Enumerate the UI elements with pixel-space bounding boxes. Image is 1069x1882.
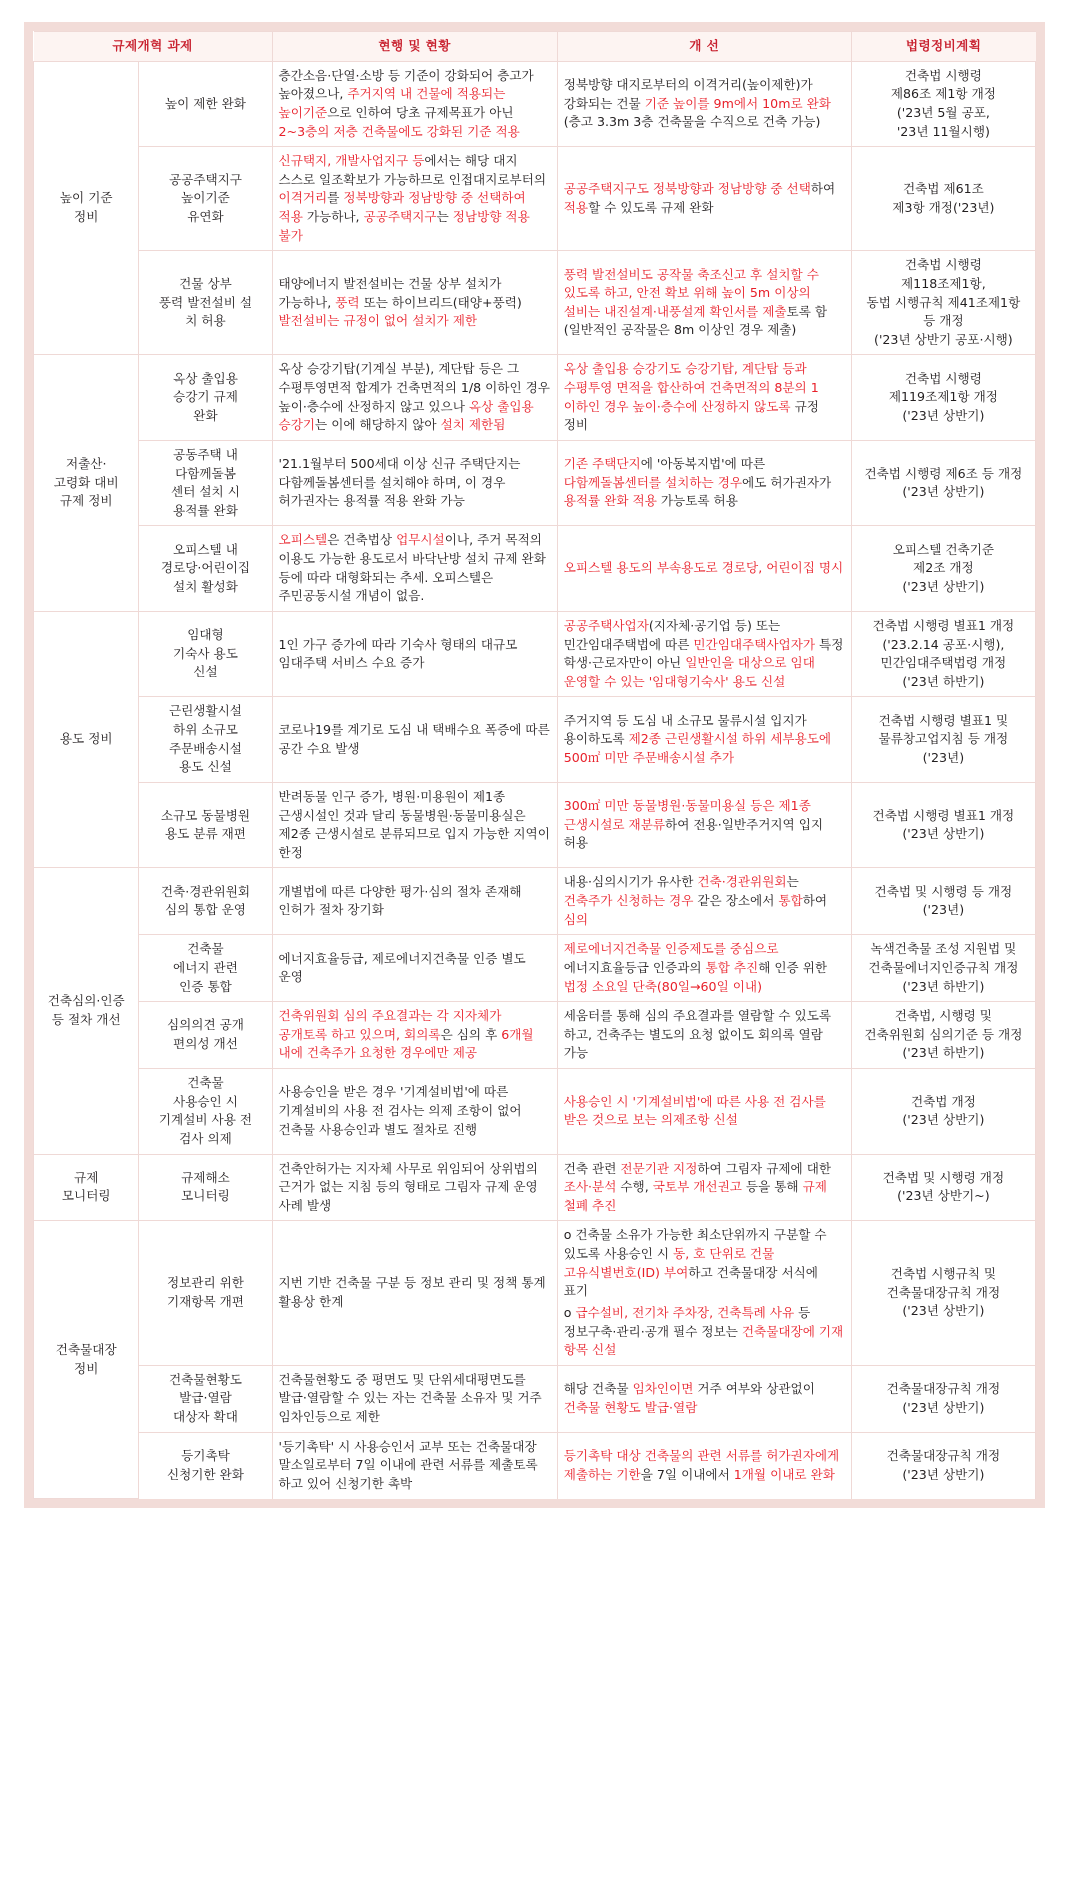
emphasis-text: 통합 [778,893,803,908]
cell-task-name: 근린생활시설 하위 소규모 주문배송시설 용도 신설 [139,697,272,783]
cell-improvement [557,355,851,441]
body-text: 지번 기반 건축물 구분 등 정보 관리 및 정책 통계 활용상 한계 [278,1275,546,1310]
body-text: 를 [327,190,344,206]
emphasis-text: 법정 소요일 단축 [563,978,657,994]
body-text: (지자체·공기업 등) 또는 민간임대주택법에 따른 [563,617,781,652]
body-text: 건축물현황도 중 평면도 및 단위세대평면도를 발급·열람할 수 있는 자는 건축물 소유자 및 거주 임차인등으로 제한 [278,1371,542,1424]
cell-group-name: 용도 정비 [34,611,139,868]
emphasis-text: 건축·경관위원회 [697,874,787,890]
cell-legislative-plan: 건축법 및 시행령 등 개정 ('23년) [851,868,1035,935]
body-text: 또는 하이브리드(태양+풍력) [359,294,522,310]
emphasis-text: 동, 호 단위로 건물 고유식별번호(ID) 부여 [563,1246,775,1280]
cell-improvement [557,1002,851,1069]
emphasis-text: 2~3층의 저층 건축물에도 강화된 기준 적용 [278,123,520,139]
body-text: 규정 정비 [563,398,819,433]
emphasis-text: 옥상 출입용 승강기도 승강기탑, 계단탑 등과 수평투영 면적을 합산하여 건축면적의 8분의 1 이하인 경우 높이·층수에 산정하지 않도록 [563,361,819,414]
body-text: 세움터를 통해 심의 주요결과를 열람 [563,1008,763,1024]
emphasis-text: 기준 높이를 9m에서 10m로 완화 [644,95,831,111]
table-row [34,782,1036,868]
body-text: 하여 그림자 규제에 대한 [697,1160,832,1176]
cell-legislative-plan: 건축법 시행령 제119조제1항 개정 ('23년 상반기) [851,355,1035,441]
emphasis-text: 국토부 개선권고 [652,1179,742,1195]
body-text: 사용승인을 받은 경우 '기계설비법'에 따른 기계설비의 사용 전 검사는 의제 조항이 없어 건축물 사용승인과 별도 절차로 진행 [278,1084,522,1137]
cell-legislative-plan: 건축법 시행령 별표1 및 물류창고업지침 등 개정 ('23년) [851,697,1035,783]
emphasis-text: 발전설비는 규정이 없어 설치가 제한 [278,313,478,329]
body-text: 에 '아동복지법'에 따른 [640,456,766,472]
emphasis-text: 심의 [563,911,589,927]
emphasis-text: 전문기관 지정 [620,1160,698,1176]
body-text: 건축 관련 [563,1160,621,1176]
body-text: 층간소음·단열·소방 등 기준이 강화되어 층고가 높아졌으나, [278,67,534,102]
body-text: '21.1월부터 500세대 이상 신규 주택단지는 다함께돌봄센터를 설치해야 하며, 이 경우 허가권자는 용적률 적용 완화 가능 [278,456,521,509]
table-row [34,61,1036,147]
cell-current-status [272,1154,557,1221]
cell-current-status [272,147,557,251]
cell-legislative-plan: 건축법 시행령 별표1 개정 ('23.2.14 공포·시행), 민간임대주택법령 개정 ('23년 하반기) [851,611,1035,697]
body-text: 특정 학생·근로자만이 아닌 [563,636,844,671]
cell-legislative-plan: 건축법 시행규칙 및 건축물대장규칙 개정 ('23년 상반기) [851,1221,1035,1365]
cell-legislative-plan: 오피스텔 건축기준 제2조 개정 ('23년 상반기) [851,526,1035,612]
body-text: 에서는 해당 대지 스스로 일조확보가 가능하므로 인접대지로부터의 [278,153,547,187]
emphasis-text: 급수설비, 전기차 주차장, 건축특례 사유 [575,1304,795,1320]
emphasis-text: 임차인이면 [632,1381,694,1397]
emphasis-text: 오피스텔 [278,532,328,548]
emphasis-text: 건축물대장에 기재 항목 신설 [563,1323,844,1358]
emphasis-text: 6개월 내에 건축주가 요청한 경우에만 제공 [278,1026,534,1061]
column-header-current: 현행 및 현황 [272,32,557,62]
cell-improvement [557,147,851,251]
improvement-bullet [564,1226,845,1301]
cell-current-status [272,1432,557,1498]
emphasis-text: 주거지역 내 건물에 적용되는 높이기준 [278,86,506,120]
cell-task-name: 공동주택 내 다함께돌봄 센터 설치 시 용적률 완화 [139,440,272,526]
body-text: (층고 3.3m 3층 건축물을 수직으로 건축 가능) [563,114,821,130]
cell-group-name: 높이 기준 정비 [34,61,139,355]
cell-legislative-plan: 건축법 및 시행령 개정 ('23년 상반기~) [851,1154,1035,1221]
body-text: 가능하나, [302,209,364,224]
cell-task-name: 옥상 출입용 승강기 규제 완화 [139,355,272,441]
cell-task-name: 등기촉탁 신청기한 완화 [139,1432,272,1498]
cell-improvement [557,935,851,1002]
cell-task-name: 건물 상부 풍력 발전설비 설 치 허용 [139,251,272,355]
cell-current-status [272,935,557,1002]
body-text: 하고 건축물대장 서식에 표기 [563,1264,818,1299]
emphasis-text: 사용승인 시 '기계설비법'에 따른 사용 전 검사를 받은 것으로 보는 의제조항 신설 [563,1093,826,1128]
body-text: 할 수 있도록 규제 완화 [588,199,714,215]
cell-task-name: 건축·경관위원회 심의 통합 운영 [139,868,272,935]
table-row [34,1221,1036,1365]
emphasis-text: 조사·분석 [563,1179,617,1195]
cell-improvement [557,440,851,526]
table-row [34,1002,1036,1069]
table-body [34,61,1036,1498]
cell-legislative-plan: 건축법 시행령 제118조제1항, 동법 시행규칙 제41조제1항 등 개정 ('23년 상반기 공포·시행) [851,251,1035,355]
emphasis-text: 정북방향과 정남방향 중 선택하여 적용 [278,190,526,224]
cell-legislative-plan: 건축법 시행령 제86조 제1항 개정 ('23년 5월 공포, '23년 11월시행) [851,61,1035,147]
body-text: o 건축물 소유가 가능한 최소단위까지 구분할 수 있도록 사용승인 시 [563,1227,827,1261]
cell-current-status [272,1002,557,1069]
cell-current-status [272,355,557,441]
emphasis-text: 건축물 현황도 발급·열람 [563,1399,698,1415]
cell-task-name: 공공주택지구 높이기준 유연화 [139,147,272,251]
cell-current-status [272,526,557,612]
body-text: 해 인증 위한 [758,959,828,975]
cell-legislative-plan: 건축법, 시행령 및 건축위원회 심의기준 등 개정 ('23년 하반기) [851,1002,1035,1069]
body-text: 반려동물 인구 증가, 병원·미용원이 제1종 근생시설인 것과 달리 동물병원·동물미용실은 제2종 근생시설로 분류되므로 입지 가능한 지역이 한정 [278,788,550,860]
cell-improvement [557,1365,851,1432]
body-text: 건축안허가는 지자체 사무로 위임되어 상위법의 근거가 없는 지침 등의 형태로 그림자 규제 운영 사례 발생 [278,1160,538,1213]
cell-task-name: 규제해소 모니터링 [139,1154,272,1221]
body-text: 하여 전용·일반주거지역 입지 허용 [563,816,824,851]
body-text: '등기촉탁' 시 사용승인서 교부 또는 건축물대장 말소일로부터 7일 이내에 관련 서류를 제출토록 하고 있어 신청기한 촉박 [278,1438,538,1491]
cell-legislative-plan: 건축법 개정 ('23년 상반기) [851,1069,1035,1155]
emphasis-text: 정남방향 적용 불가 [278,209,530,243]
body-text: 는 [436,209,453,224]
cell-improvement [557,868,851,935]
table-row [34,697,1036,783]
emphasis-text: 용적률 완화 적용 [563,493,657,509]
emphasis-text: 통합 추진 [705,959,759,975]
emphasis-text: 기존 주택단지 [563,456,641,472]
emphasis-text: 5m 이상의 설비는 내진설계·내풍설계 확인서를 제출 [563,285,811,319]
body-text: 하여 [810,181,836,197]
table-row [34,440,1036,526]
body-text: 같은 장소에서 [693,893,779,908]
cell-current-status [272,782,557,868]
body-text: 옥상 승강기탑(기계실 부분), 계단탑 등은 그 수평투영면적 합계가 건축면적의 1/8 이하인 경우 높이·층수에 산정하지 않고 있으나 [278,361,550,414]
body-text: 태양에너지 발전설비는 건물 상부 설치가 가능하나, [278,275,502,310]
emphasis-text: 회의록 [404,1026,441,1042]
body-text: 할 수 있도록 하고, 건축주는 별도의 요청 없이도 회의록 열람 가능 [563,1008,832,1061]
header-row [34,32,1036,62]
cell-task-name: 임대형 기숙사 용도 신설 [139,611,272,697]
cell-improvement [557,526,851,612]
cell-group-name: 건축물대장 정비 [34,1221,139,1499]
body-text: 는 이에 해당하지 않아 [315,417,441,433]
body-text: 에도 허가권자가 [742,474,832,490]
table-row [34,935,1036,1002]
table-row [34,147,1036,251]
cell-current-status [272,61,557,147]
emphasis-text: 오피스텔 용도의 부속용도로 경로당, 어린이집 명시 [563,560,844,576]
emphasis-text: 규제 철폐 추진 [563,1179,827,1213]
cell-current-status [272,440,557,526]
emphasis-text: 적용 [563,199,589,215]
body-text: 수행, [616,1179,653,1195]
table-row [34,868,1036,935]
emphasis-text: 업무시설 [396,532,445,548]
cell-improvement [557,611,851,697]
cell-current-status [272,1221,557,1365]
emphasis-text: 1개월 이내로 완화 [733,1466,835,1482]
emphasis-text: 민간임대주택사업자가 [693,636,816,652]
emphasis-text: 옥상 출입용 승강기 [278,398,534,433]
cell-current-status [272,1069,557,1155]
body-text: 정북방향 대지로부터의 이격거리(높이제한)가 강화되는 건물 [563,76,813,111]
cell-improvement [557,1154,851,1221]
body-text: 해당 건축물 [563,1381,633,1397]
cell-improvement [557,1432,851,1498]
body-text: 개별법에 따른 다양한 평가·심의 절차 존재해 인허가 절차 장기화 [278,883,522,918]
cell-improvement [557,61,851,147]
cell-task-name: 소규모 동물병원 용도 분류 재편 [139,782,272,868]
table-frame [24,22,1045,1508]
cell-improvement [557,1221,851,1365]
cell-current-status [272,1365,557,1432]
cell-current-status [272,611,557,697]
body-text: 는 [786,874,799,890]
cell-group-name: 저출산· 고령화 대비 규제 정비 [34,355,139,612]
emphasis-text: 제로에너지건축물 인증제도를 중심으로 [563,941,779,957]
body-text: 1인 가구 증가에 따라 기숙사 형태의 대규모 임대주택 서비스 수요 증가 [278,636,518,671]
cell-legislative-plan: 건축법 시행령 별표1 개정 ('23년 상반기) [851,782,1035,868]
cell-current-status [272,697,557,783]
emphasis-text: 풍력 발전설비도 공작물 축조신고 후 설치할 수 있도록 하고, 안전 확보 위해 높이 [563,266,819,301]
table-row [34,526,1036,612]
emphasis-text: 일반인을 대상으로 임대 운영할 수 있는 '임대형기숙사' 용도 신설 [563,655,815,689]
table-row [34,1432,1036,1498]
cell-task-name: 건축물현황도 발급·열람 대상자 확대 [139,1365,272,1432]
emphasis-text: 300㎡ 미만 동물병원·동물미용실 등은 제1종 근생시설로 재분류 [563,798,811,832]
regulatory-reform-table [33,31,1036,1499]
body-text: 거주 여부와 상관없이 [693,1381,815,1397]
emphasis-text: 공공주택지구도 정북방향과 정남방향 중 선택 [563,181,811,197]
body-text: 코로나19를 계기로 도심 내 택배수요 폭증에 따른 공간 수요 발생 [278,722,550,756]
body-text: 을 7일 이내에서 [640,1466,734,1482]
cell-task-name: 오피스텔 내 경로당·어린이집 설치 활성화 [139,526,272,612]
column-header-group: 규제개혁 과제 [34,32,273,62]
column-header-plan: 법령정비계획 [851,32,1035,62]
emphasis-text: 풍력 [335,294,360,310]
emphasis-text: 기한 [616,1466,641,1482]
cell-task-name: 건축물 사용승인 시 기계설비 사용 전 검사 의제 [139,1069,272,1155]
emphasis-text: 공공주택지구 [363,209,437,224]
cell-legislative-plan: 건축법 시행령 제6조 등 개정 ('23년 상반기) [851,440,1035,526]
cell-improvement [557,251,851,355]
emphasis-text: 다함께돌봄센터를 설치하는 경우 [563,474,743,490]
cell-improvement [557,782,851,868]
emphasis-text: 이격거리 [278,190,328,206]
cell-task-name: 건축물 에너지 관련 인증 통합 [139,935,272,1002]
cell-task-name: 심의의견 공개 편의성 개선 [139,1002,272,1069]
cell-task-name: 높이 제한 완화 [139,61,272,147]
body-text: 내용·심의시기가 유사한 [563,874,698,890]
body-text: 하여 [802,893,828,908]
body-text: 에너지효율등급, 제로에너지건축물 인증 별도 운영 [278,950,526,985]
body-text: 등 정보구축·관리·공개 필수 정보는 [563,1304,811,1339]
table-row [34,355,1036,441]
emphasis-text: 신규택지, 개발사업지구 등 [278,153,425,169]
body-text: 토록 함(일반적인 공작물은 8m 이상인 경우 제출) [563,303,828,338]
emphasis-text: 건축위원회 심의 주요결과는 각 지자체가 공개토록 하고 있으며, [278,1008,502,1042]
cell-improvement [557,697,851,783]
column-header-improve: 개 선 [557,32,851,62]
cell-group-name: 규제 모니터링 [34,1154,139,1221]
cell-current-status [272,251,557,355]
cell-legislative-plan: 건축물대장규칙 개정 ('23년 상반기) [851,1365,1035,1432]
body-text: 은 건축법상 [327,532,397,548]
cell-legislative-plan: 녹색건축물 조성 지원법 및 건축물에너지인증규칙 개정 ('23년 하반기) [851,935,1035,1002]
improvement-bullet [564,1304,845,1360]
emphasis-text: 등기촉탁 대상 건축물의 관련 서류를 허가권자에게 제출하는 [563,1447,840,1482]
cell-task-name: 정보관리 위한 기재항목 개편 [139,1221,272,1365]
cell-legislative-plan: 건축물대장규칙 개정 ('23년 상반기) [851,1432,1035,1498]
cell-current-status [272,868,557,935]
emphasis-text: 설치 제한됨 [440,417,506,433]
body-text: 이나, 주거 목적의 이용도 가능한 용도로서 바닥난방 설치 규제 완화 등에 따라 대형화되는 추세. 오피스텔은 주민공동시설 개념이 없음. [278,532,546,604]
body-text: 등을 통해 [741,1179,803,1195]
body-text: 은 심의 후 [440,1026,502,1042]
body-text: 가능토록 허용 [656,493,738,509]
emphasis-text: 건축주가 신청하는 경우 [563,893,694,908]
table-row [34,1069,1036,1155]
emphasis-text: 제2종 근린생활시설 하위 세부용도에 500㎡ 미만 주문배송시설 추가 [563,731,832,765]
table-row [34,251,1036,355]
table-header [34,32,1036,62]
cell-group-name: 건축심의·인증 등 절차 개선 [34,868,139,1154]
body-text: 에너지효율등급 인증과의 [563,959,706,975]
body-text: 으로 인하여 당초 규제목표가 아닌 [327,104,514,120]
body-text: 주거지역 등 도심 내 소규모 물류시설 입지가 용이하도록 [563,712,807,747]
table-row [34,611,1036,697]
cell-improvement [557,1069,851,1155]
emphasis-text: (80일→60일 이내) [656,978,762,994]
table-row [34,1154,1036,1221]
emphasis-text: 공공주택사업자 [563,617,649,633]
table-row [34,1365,1036,1432]
cell-legislative-plan: 건축법 제61조 제3항 개정('23년) [851,147,1035,251]
body-text: o [563,1304,576,1320]
